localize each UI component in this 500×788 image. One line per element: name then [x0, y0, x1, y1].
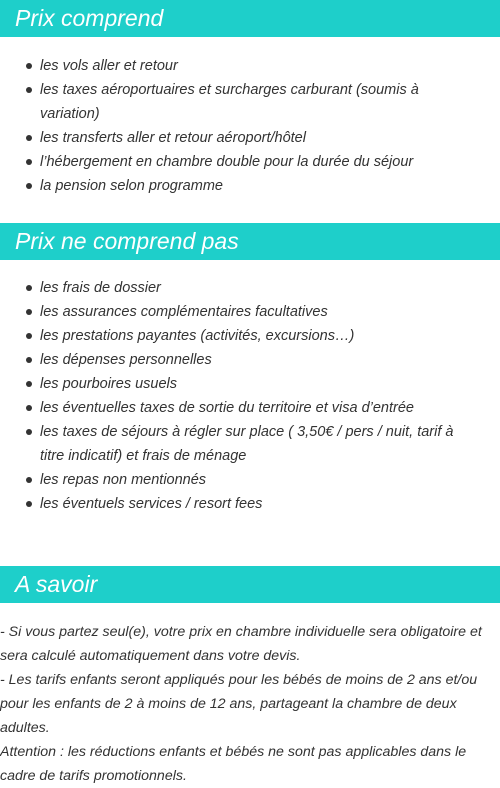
list-item: les taxes aéroportuaires et surcharges carburant (soumis à variation) — [0, 78, 480, 126]
list-item: les taxes de séjours à régler sur place ( 3,50€ / pers / nuit, tarif à titre indicatif) et frais de ménage — [0, 420, 480, 468]
not-included-list — [0, 276, 480, 516]
to-know-notes — [0, 620, 500, 788]
note-paragraph: Attention : les réductions enfants et bébés ne sont pas applicables dans le cadre de tarifs promotionnels. — [0, 744, 467, 784]
list-item: les frais de dossier — [0, 276, 480, 300]
included-list — [0, 54, 480, 198]
list-item: les éventuelles taxes de sortie du territoire et visa d’entrée — [0, 396, 480, 420]
list-item: les repas non mentionnés — [0, 468, 480, 492]
list-item: les vols aller et retour — [0, 54, 480, 78]
section-header-included: Prix comprend — [0, 0, 500, 37]
list-item: les assurances complémentaires facultatives — [0, 300, 480, 324]
note-paragraph: - Les tarifs enfants seront appliqués pour les bébés de moins de 2 ans et/ou pour les enfants de 2 à moins de 12 ans, partageant la chambre de deux adultes. — [0, 672, 478, 736]
list-item: les pourboires usuels — [0, 372, 480, 396]
list-item: les prestations payantes (activités, excursions…) — [0, 324, 480, 348]
section-header-not-included: Prix ne comprend pas — [0, 223, 500, 260]
list-item: la pension selon programme — [0, 174, 480, 198]
list-item: les éventuels services / resort fees — [0, 492, 480, 516]
section-header-to-know: A savoir — [0, 566, 500, 603]
note-paragraph: - Si vous partez seul(e), votre prix en chambre individuelle sera obligatoire et sera calculé automatiquement dans votre devis. — [0, 624, 482, 664]
list-item: l’hébergement en chambre double pour la durée du séjour — [0, 150, 480, 174]
list-item: les transferts aller et retour aéroport/hôtel — [0, 126, 480, 150]
list-item: les dépenses personnelles — [0, 348, 480, 372]
